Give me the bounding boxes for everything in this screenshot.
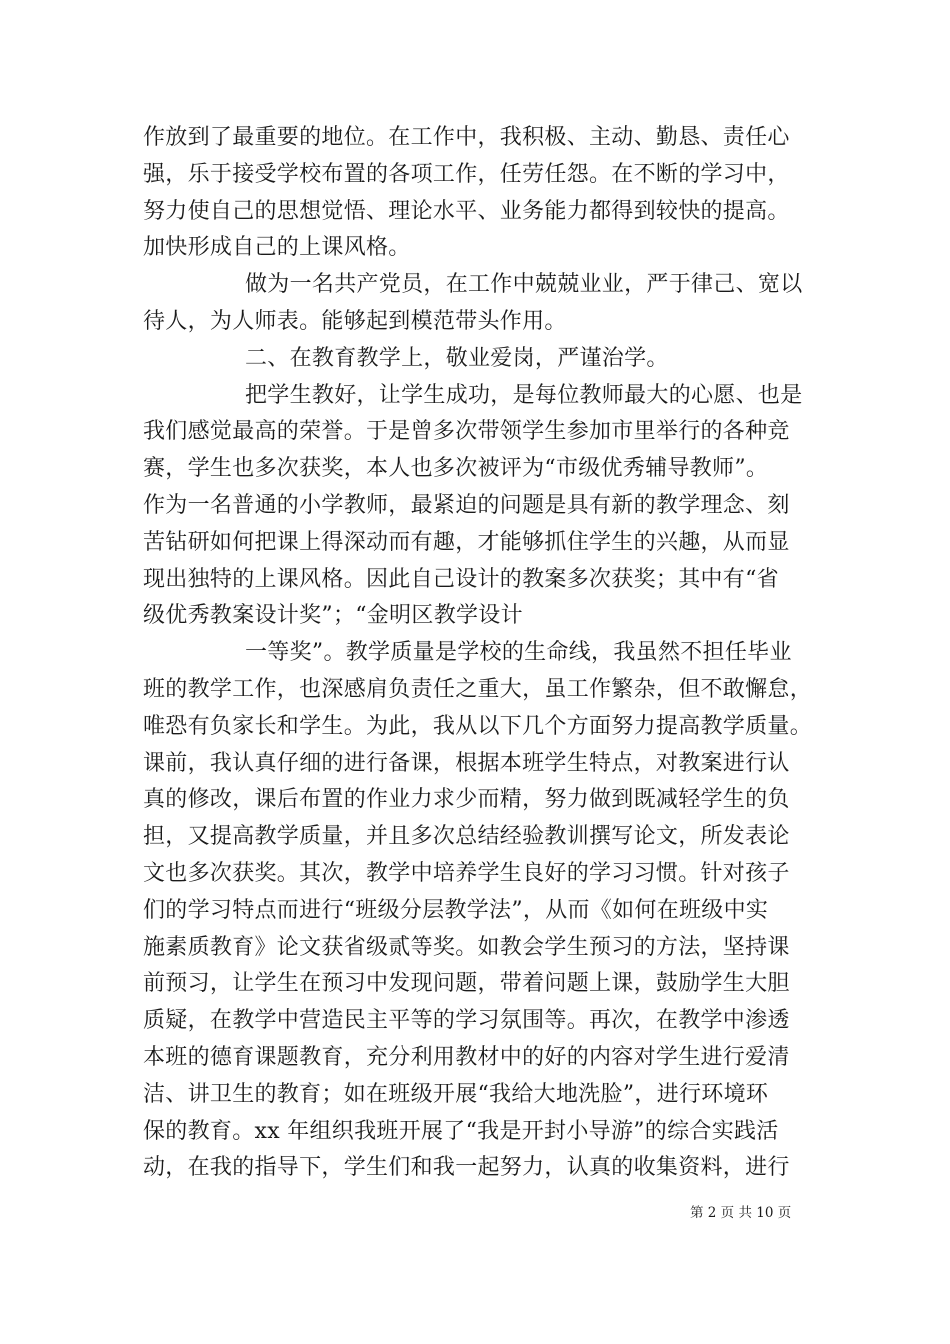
body-text [143,120,833,1187]
text-line: 努力使自己的思想觉悟、理论水平、业务能力都得到较快的提高。 [143,198,790,224]
text-line: 把学生教好，让学生成功，是每位教师最大的心愿、也是 [245,382,803,408]
text-line: 洁、讲卫生的教育；如在班级开展“我给大地洗脸”，进行环境环 [143,1081,769,1107]
text-line: 二、在教育教学上，敬业爱岗，严谨治学。 [245,345,669,371]
text-line: 课前，我认真仔细的进行备课，根据本班学生特点，对教案进行认 [143,750,790,776]
text-line: 保的教育。xx 年组织我班开展了“我是开封小导游”的综合实践活 [143,1118,779,1144]
text-line: 们的学习特点而进行“班级分层教学法”，从而《如何在班级中实 [143,897,769,923]
text-line: 作为一名普通的小学教师，最紧迫的问题是具有新的教学理念、刻 [143,492,790,518]
text-line: 苦钻研如何把课上得深动而有趣，才能够抓住学生的兴趣，从而显 [143,529,790,555]
text-line: 加快形成自己的上课风格。 [143,235,411,261]
text-line: 前预习，让学生在预习中发现问题，带着问题上课，鼓励学生大胆 [143,971,790,997]
text-line: 强，乐于接受学校布置的各项工作，任劳任怨。在不断的学习中， [143,161,790,187]
text-line: 现出独特的上课风格。因此自己设计的教案多次获奖；其中有“省 [143,566,779,592]
text-line: 做为一名共产党员，在工作中兢兢业业，严于律己、宽以 [245,272,803,298]
text-line: 文也多次获奖。其次，教学中培养学生良好的学习习惯。针对孩子 [143,860,790,886]
page-footer: 第 2 页 共 10 页 [690,1205,792,1221]
text-line: 质疑，在教学中营造民主平等的学习氛围等。再次，在教学中渗透 [143,1008,790,1034]
text-line: 动，在我的指导下，学生们和我一起努力，认真的收集资料，进行 [143,1155,790,1181]
text-line: 本班的德育课题教育，充分利用教材中的好的内容对学生进行爱清 [143,1044,790,1070]
text-line: 一等奖”。教学质量是学校的生命线，我虽然不担任毕业 [245,640,792,666]
text-line: 施素质教育》论文获省级贰等奖。如教会学生预习的方法，坚持课 [143,934,790,960]
text-line: 班的教学工作，也深感肩负责任之重大，虽工作繁杂，但不敢懈怠， [143,676,813,702]
text-line: 唯恐有负家长和学生。为此，我从以下几个方面努力提高教学质量。 [143,713,813,739]
text-line: 真的修改，课后布置的作业力求少而精，努力做到既减轻学生的负 [143,787,790,813]
text-line: 级优秀教案设计奖”；“金明区教学设计 [143,603,523,629]
text-line: 担，又提高教学质量，并且多次总结经验教训撰写论文，所发表论 [143,824,790,850]
text-line: 作放到了最重要的地位。在工作中，我积极、主动、勤恳、责任心 [143,125,790,150]
text-line: 赛，学生也多次获奖，本人也多次被评为“市级优秀辅导教师”。 [143,456,769,482]
text-line: 待人，为人师表。能够起到模范带头作用。 [143,308,567,334]
text-line: 我们感觉最高的荣誉。于是曾多次带领学生参加市里举行的各种竞 [143,419,790,445]
